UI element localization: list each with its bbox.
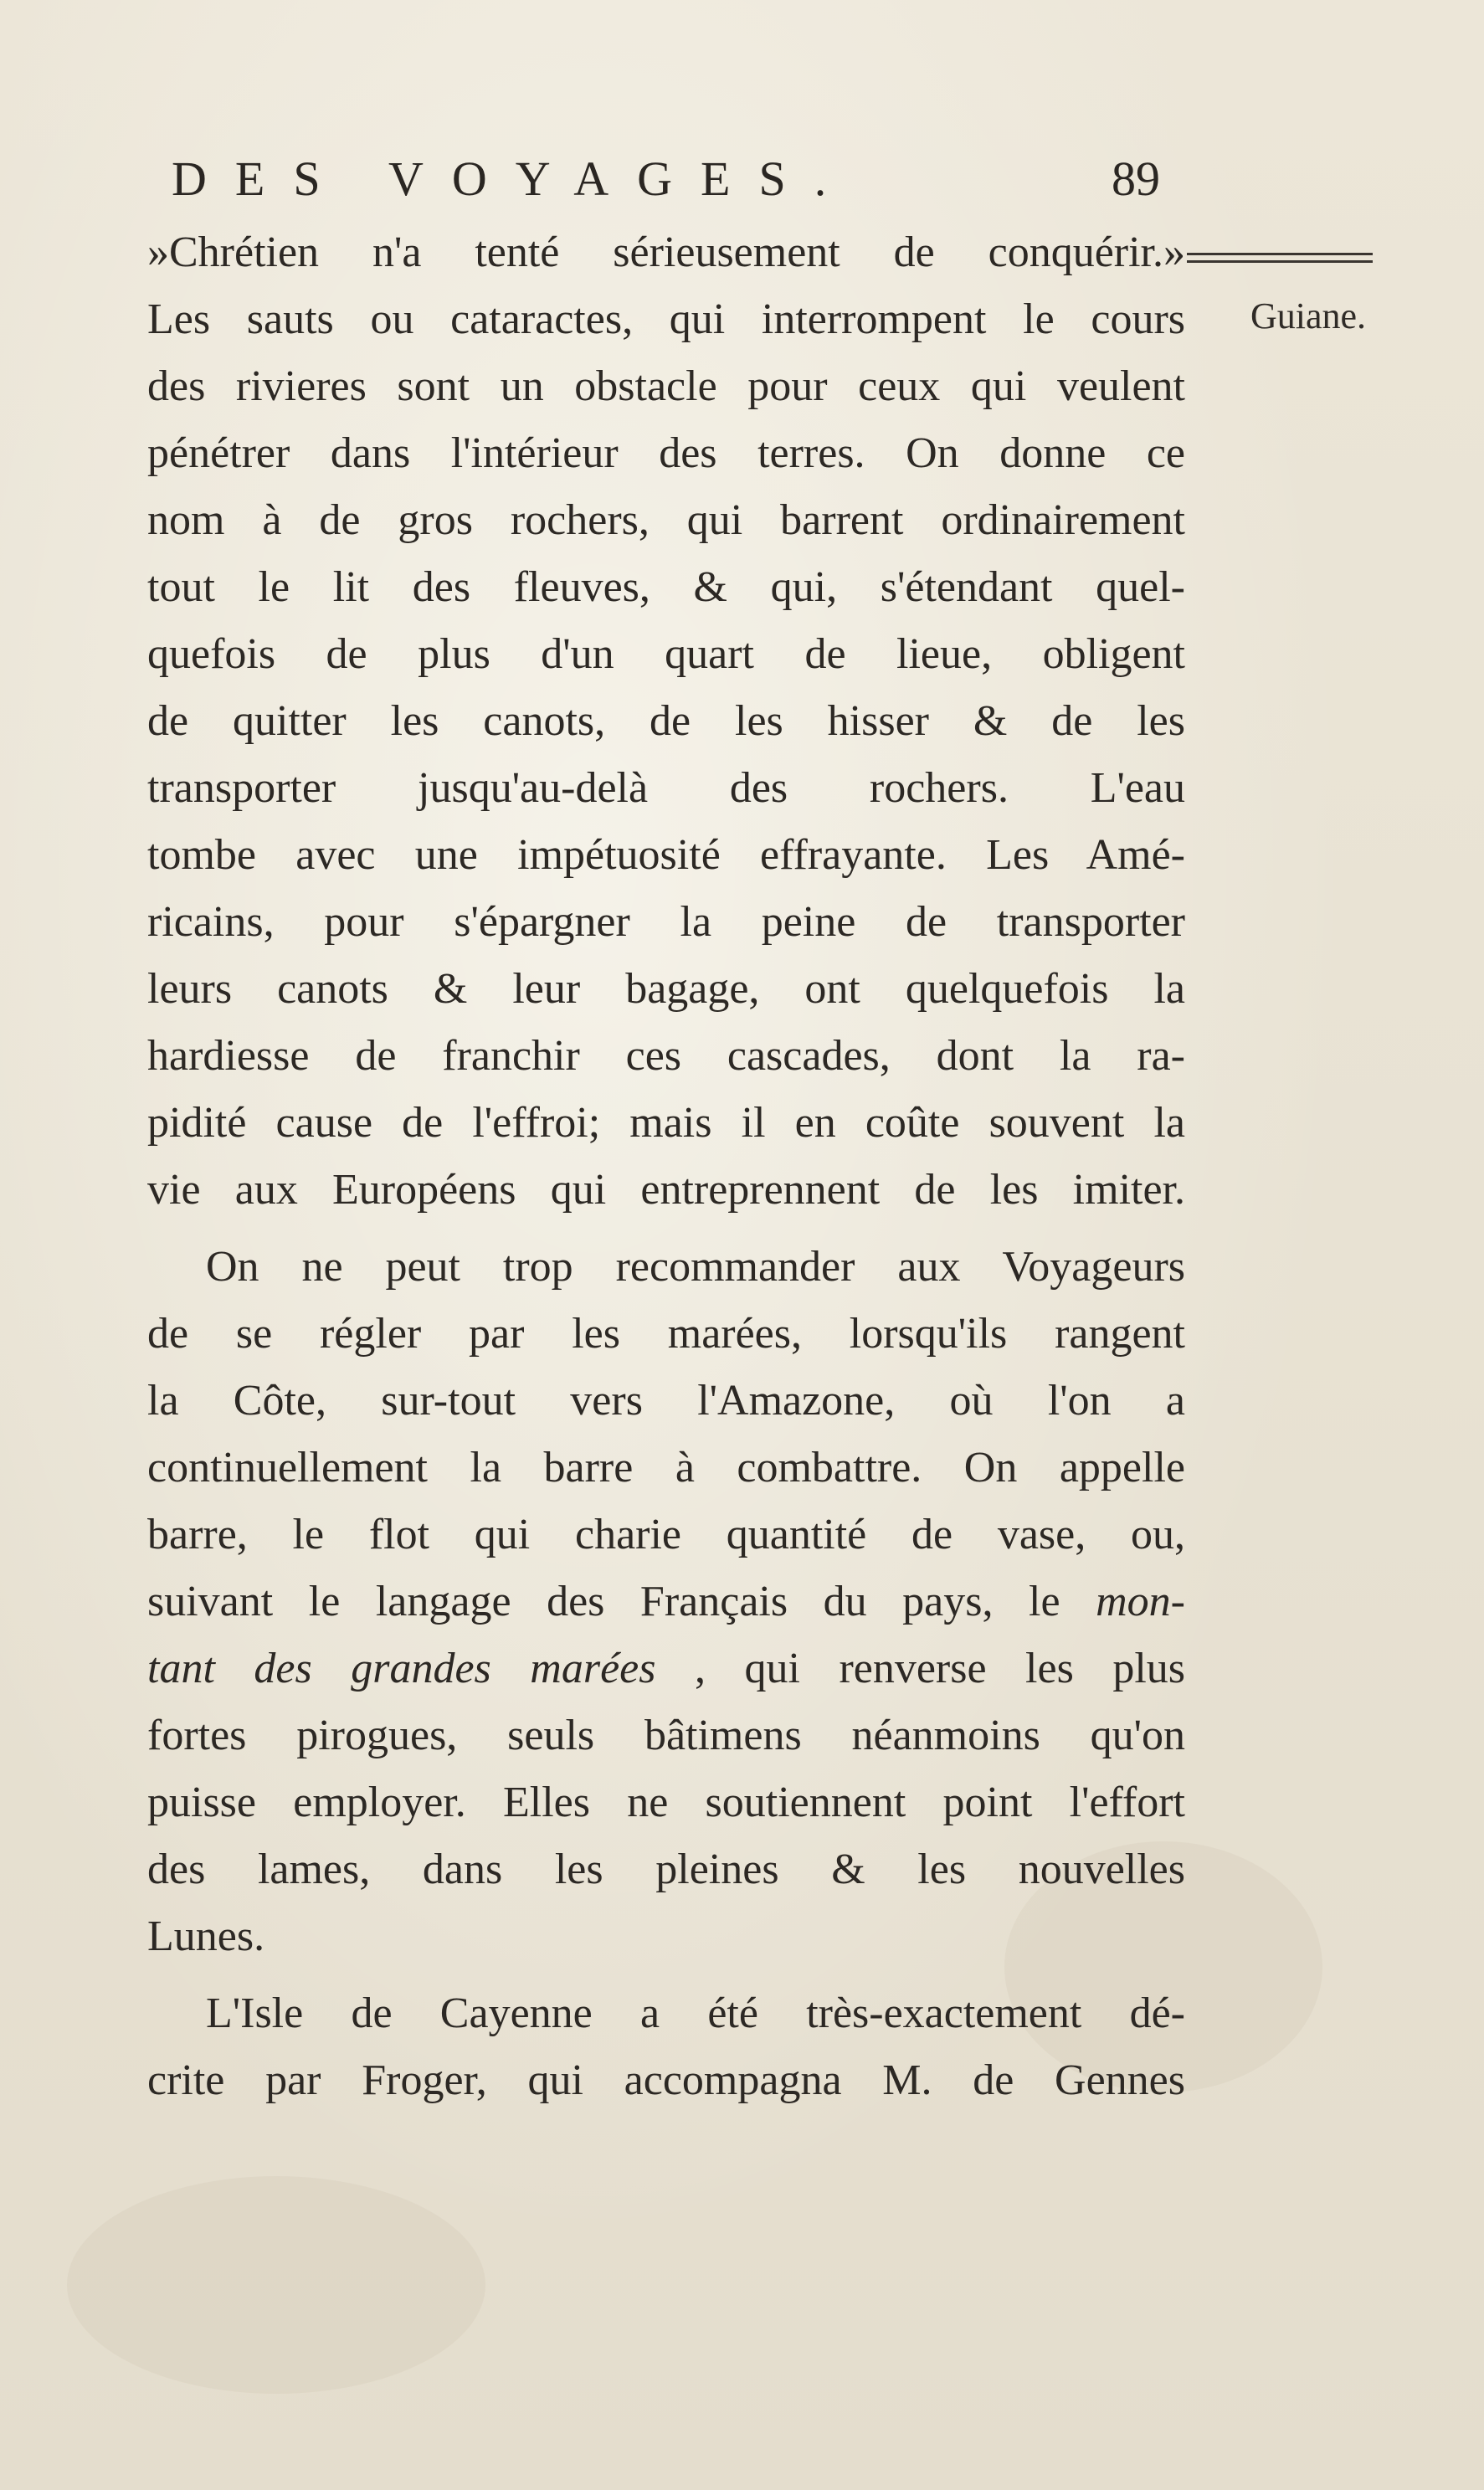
paragraph-2 (147, 1234, 1185, 1970)
text-line: puisse employer. Elles ne soutiennent point l'effort (147, 1779, 1185, 1826)
text-line: de quitter les canots, de les hisser & de les (147, 697, 1185, 745)
text-line: leurs canots & leur bagage, ont quelquefois la (147, 965, 1185, 1013)
text-line: L'Isle de Cayenne a été très-exactement dé- (206, 1989, 1185, 2037)
text-line: de se régler par les marées, lorsqu'ils rangent (147, 1310, 1185, 1358)
text-line: fortes pirogues, seuls bâtimens néanmoins qu'on (147, 1712, 1185, 1759)
text-line: crite par Froger, qui accompagna M. de Gennes (147, 2056, 1185, 2104)
text-line: tombe avec une impétuosité effrayante. Les Amé- (147, 831, 1185, 879)
text-line: des rivieres sont un obstacle pour ceux qui veulent (147, 362, 1185, 410)
text-line: pidité cause de l'effroi; mais il en coûte souvent la (147, 1099, 1185, 1147)
page-number: 89 (1112, 151, 1160, 206)
text-line: barre, le flot qui charie quantité de vase, ou, (147, 1511, 1185, 1558)
text-line: hardiesse de franchir ces cascades, dont la ra- (147, 1032, 1185, 1080)
margin-note: Guiane. (1250, 295, 1367, 336)
text-line: »Chrétien n'a tenté sérieusement de conquérir.» (147, 228, 1185, 276)
text-line-segment: , qui renverse les plus (694, 1645, 1186, 1692)
paragraph-3 (147, 1980, 1185, 2114)
text-line: transporter jusqu'au-delà des rochers. L'eau (147, 764, 1185, 812)
text-line: pénétrer dans l'intérieur des terres. On donne ce (147, 429, 1185, 477)
text-line: des lames, dans les pleines & les nouvelles (147, 1846, 1185, 1893)
text-line (147, 1635, 1185, 1702)
text-line: quefois de plus d'un quart de lieue, obligent (147, 630, 1185, 678)
text-line: nom à de gros rochers, qui barrent ordinairement (147, 496, 1185, 544)
text-line: vie aux Européens qui entreprennent de les imiter. (147, 1166, 1185, 1214)
italic-text: mon- (1096, 1578, 1185, 1625)
text-line: continuellement la barre à combattre. On appelle (147, 1444, 1185, 1491)
text-line (147, 1568, 1185, 1635)
italic-text: tant des grandes marées (147, 1645, 656, 1692)
text-line-segment: suivant le langage des Français du pays, le (147, 1578, 1060, 1625)
text-line: On ne peut trop recommander aux Voyageurs (206, 1243, 1185, 1291)
text-line: la Côte, sur-tout vers l'Amazone, où l'on a (147, 1377, 1185, 1425)
text-line: Les sauts ou cataractes, qui interrompent le cours (147, 295, 1185, 343)
paper-stain (67, 2176, 485, 2394)
paragraph-1 (147, 219, 1185, 1224)
text-line: Lunes. (147, 1912, 265, 1960)
body-text (147, 219, 1185, 2114)
text-line: ricains, pour s'épargner la peine de transporter (147, 898, 1185, 946)
running-title: DES VOYAGES. (172, 151, 855, 206)
margin-rule (1187, 253, 1373, 263)
text-line: tout le lit des fleuves, & qui, s'étendant quel- (147, 563, 1185, 611)
